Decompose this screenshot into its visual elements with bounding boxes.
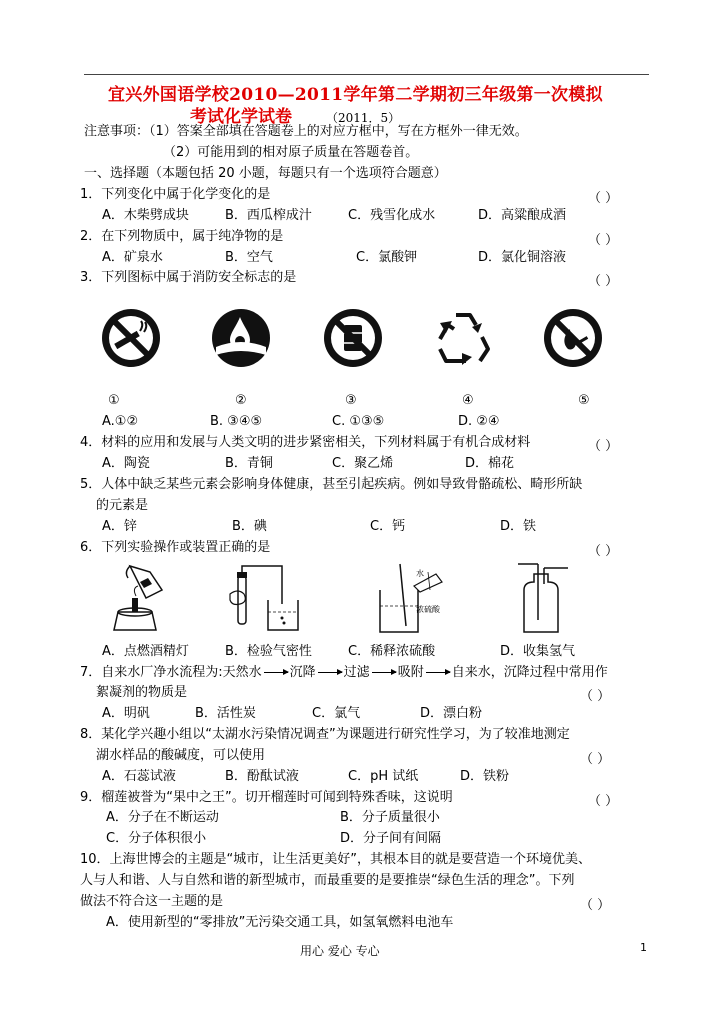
header-rule xyxy=(84,74,649,75)
q10-stem-line2: 人与人和谐、人与自然和谐的新型城市，而最重要的是要推崇“绿色生活的理念”。下列 xyxy=(80,873,575,888)
q8-answer-paren: （ ） xyxy=(580,752,611,767)
q6-apparatus-row xyxy=(100,560,580,638)
exam-date: （2011．5） xyxy=(326,111,401,125)
q8-stem-line1: 8．某化学兴趣小组以“太湖水污染情况调查”为课题进行研究性学习，为了较准地测定 xyxy=(80,727,570,742)
q1-option-d: D．高粱酿成酒 xyxy=(478,208,567,223)
no-fuel-drum-icon xyxy=(322,307,384,369)
gas-bottle-illustration xyxy=(508,560,588,638)
label-conc-acid: 浓硫酸 xyxy=(416,605,440,614)
section-heading: 一、选择题（本题包括 20 小题，每题只有一个选项符合题意） xyxy=(84,166,447,181)
q3-answer-paren: （ ） xyxy=(588,274,619,289)
q6-answer-paren: （ ） xyxy=(588,544,619,559)
q4-option-c: C．聚乙烯 xyxy=(332,456,394,471)
footer-motto: 用心 爱心 专心 xyxy=(300,944,380,958)
q2-option-b: B．空气 xyxy=(225,250,273,265)
q5-option-d: D．铁 xyxy=(500,519,537,534)
q3-option-b: B. ③④⑤ xyxy=(210,414,263,429)
label-water: 水 xyxy=(416,569,424,578)
q9-answer-paren: （ ） xyxy=(588,794,619,809)
q2-option-a: A．矿泉水 xyxy=(102,250,163,265)
q7-part-5: 自来水，沉降过程中常用作 xyxy=(451,665,608,680)
airtightness-test-illustration xyxy=(228,560,308,638)
q7-option-a: A．明矾 xyxy=(102,706,150,721)
q8-option-d: D．铁粉 xyxy=(460,769,510,784)
exam-subtitle-text: 考试化学试卷 xyxy=(190,107,292,127)
arrow-icon xyxy=(426,672,450,673)
no-fire-icon xyxy=(542,307,604,369)
q5-option-c: C．钙 xyxy=(370,519,406,534)
q2-answer-paren: （ ） xyxy=(588,233,619,248)
q6-stem: 6．下列实验操作或装置正确的是 xyxy=(80,540,271,555)
q1-option-a: A．木柴劈成块 xyxy=(102,208,189,223)
q1-option-b: B．西瓜榨成汁 xyxy=(225,208,312,223)
exam-title: 宜兴外国语学校2010—2011学年第二学期初三年级第一次模拟 xyxy=(108,85,603,105)
q1-stem: 1．下列变化中属于化学变化的是 xyxy=(80,187,271,202)
q2-stem: 2．在下列物质中，属于纯净物的是 xyxy=(80,229,284,244)
q7-answer-paren: （ ） xyxy=(580,689,611,704)
recycle-icon xyxy=(432,307,494,369)
q4-option-a: A．陶瓷 xyxy=(102,456,150,471)
arrow-icon xyxy=(318,672,342,673)
q10-stem-line3: 做法不符合这一主题的是 xyxy=(80,894,224,909)
q5-option-b: B．碘 xyxy=(232,519,267,534)
q5-stem-line2: 的元素是 xyxy=(96,498,149,513)
safety-signs-row xyxy=(94,307,624,379)
q5-option-a: A．锌 xyxy=(102,519,137,534)
no-smoking-icon xyxy=(100,307,162,369)
q9-option-a: A．分子在不断运动 xyxy=(106,810,219,825)
q7-stem-line2: 絮凝剂的物质是 xyxy=(96,685,188,700)
q7-part-3: 过滤 xyxy=(343,665,370,680)
q7-option-b: B．活性炭 xyxy=(195,706,256,721)
q3-label-2: ② xyxy=(235,393,247,408)
q1-option-c: C．残雪化成水 xyxy=(348,208,436,223)
q10-answer-paren: （ ） xyxy=(580,898,611,913)
q3-label-3: ③ xyxy=(345,393,357,408)
arrow-icon xyxy=(264,672,288,673)
alcohol-lamp-illustration xyxy=(100,560,180,638)
q5-stem-line1: 5．人体中缺乏某些元素会影响身体健康，甚至引起疾病。例如导致骨骼疏松、畸形所缺 xyxy=(80,477,583,492)
q6-option-a: A．点燃酒精灯 xyxy=(102,644,189,659)
q3-label-1: ① xyxy=(108,393,120,408)
q8-stem-line2: 湖水样品的酸碱度，可以使用 xyxy=(96,748,266,763)
q3-stem: 3．下列图标中属于消防安全标志的是 xyxy=(80,270,297,285)
q6-option-d: D．收集氢气 xyxy=(500,644,576,659)
dilute-acid-illustration xyxy=(370,560,450,638)
dilute-acid-svg xyxy=(370,560,450,638)
q1-answer-paren: （ ） xyxy=(588,191,619,206)
q7-option-c: C．氯气 xyxy=(312,706,361,721)
q3-label-4: ④ xyxy=(462,393,474,408)
q4-option-b: B．青铜 xyxy=(225,456,273,471)
note-line-2: （2）可能用到的相对原子质量在答题卷首。 xyxy=(163,145,419,160)
q8-option-a: A．石蕊试液 xyxy=(102,769,176,784)
q9-option-d: D．分子间有间隔 xyxy=(340,831,442,846)
q7-part-2: 沉降 xyxy=(289,665,316,680)
q6-option-b: B．检验气密性 xyxy=(225,644,312,659)
q8-option-b: B．酚酞试液 xyxy=(225,769,299,784)
q7-option-d: D．漂白粉 xyxy=(420,706,483,721)
q3-option-a: A.①② xyxy=(102,414,139,429)
q2-option-d: D．氯化铜溶液 xyxy=(478,250,567,265)
q6-option-c: C．稀释浓硫酸 xyxy=(348,644,436,659)
q3-label-5: ⑤ xyxy=(578,393,590,408)
q10-stem-line1: 10．上海世博会的主题是“城市，让生活更美好”，其根本目的就是要营造一个环境优美、 xyxy=(80,852,592,867)
q3-option-d: D. ②④ xyxy=(458,414,500,429)
page-number: 1 xyxy=(640,941,647,954)
q9-option-b: B．分子质量很小 xyxy=(340,810,440,825)
q4-answer-paren: （ ） xyxy=(588,439,619,454)
note-line-1: 注意事项：（1）答案全部填在答题卷上的对应方框中，写在方框外一律无效。 xyxy=(84,124,528,139)
q7-stem-line1 xyxy=(80,665,608,681)
flame-drop-icon xyxy=(210,307,272,369)
q3-option-c: C. ①③⑤ xyxy=(332,414,385,429)
q4-option-d: D．棉花 xyxy=(465,456,515,471)
q7-part-4: 吸附 xyxy=(397,665,424,680)
q2-option-c: C．氯酸钾 xyxy=(356,250,418,265)
q9-stem: 9．榴莲被誉为“果中之王”。切开榴莲时可闻到特殊香味，这说明 xyxy=(80,790,453,805)
q8-option-c: C．pH 试纸 xyxy=(348,769,419,784)
q9-option-c: C．分子体积很小 xyxy=(106,831,207,846)
q4-stem: 4．材料的应用和发展与人类文明的进步紧密相关，下列材料属于有机合成材料 xyxy=(80,435,531,450)
q10-option-a: A．使用新型的“零排放”无污染交通工具，如氢氧燃料电池车 xyxy=(106,915,454,930)
arrow-icon xyxy=(372,672,396,673)
q7-part-1: 7．自来水厂净水流程为:天然水 xyxy=(80,665,262,680)
